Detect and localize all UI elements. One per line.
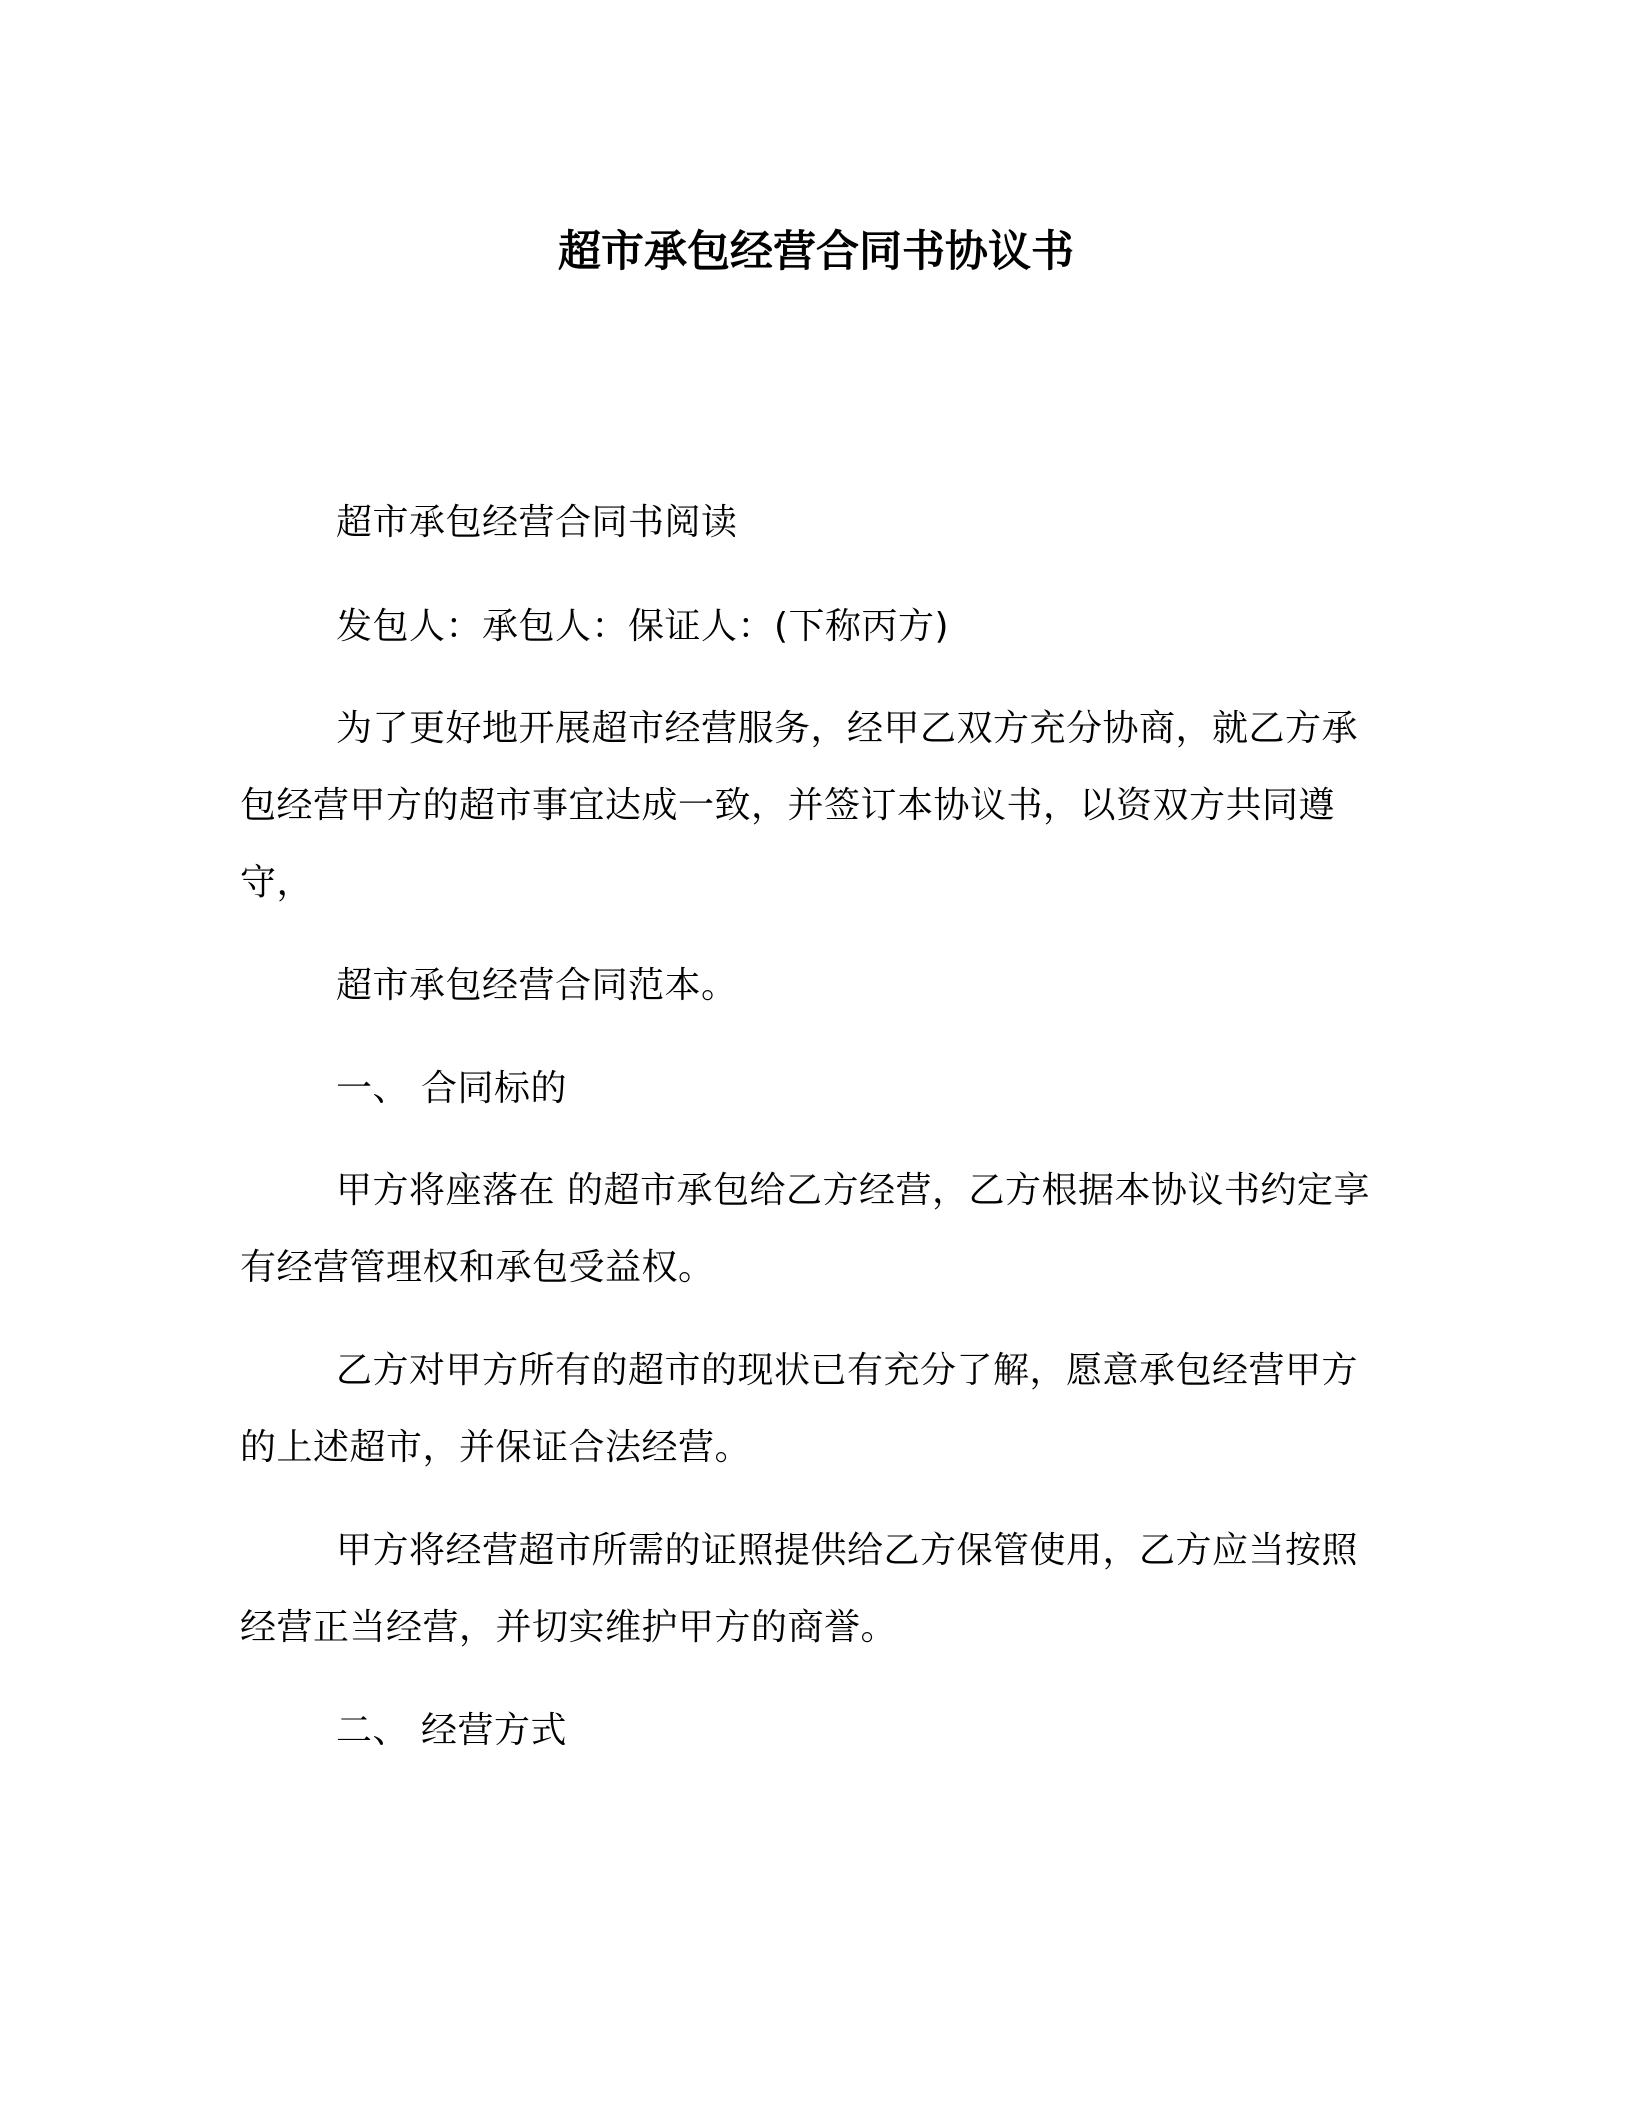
document-title: 超市承包经营合同书协议书 (558, 227, 1074, 277)
paragraph-clause-3: 甲方将经营超市所需的证照提供给乙方保管使用，乙方应当按照经营正当经营，并切实维护甲方的商誉。 (240, 1530, 1359, 1648)
paragraph-parties: 发包人：承包人：保证人：(下称丙方) (336, 606, 950, 647)
paragraph-preamble: 为了更好地开展超市经营服务，经甲乙双方充分协商，就乙方承包经营甲方的超市事宜达成一致，并签订本协议书，以资双方共同遵守， (240, 708, 1359, 903)
paragraph-subtitle: 超市承包经营合同书阅读 (336, 502, 738, 543)
paragraph-clause-1: 甲方将座落在 的超市承包给乙方经营，乙方根据本协议书约定享有经营管理权和承包受益权。 (240, 1170, 1370, 1288)
section-heading-1: 一、 合同标的 (336, 1068, 567, 1109)
paragraph-clause-2: 乙方对甲方所有的超市的现状已有充分了解，愿意承包经营甲方的上述超市，并保证合法经营。 (240, 1350, 1359, 1468)
paragraph-template-note: 超市承包经营合同范本。 (336, 965, 738, 1006)
section-heading-2: 二、 经营方式 (336, 1710, 567, 1751)
